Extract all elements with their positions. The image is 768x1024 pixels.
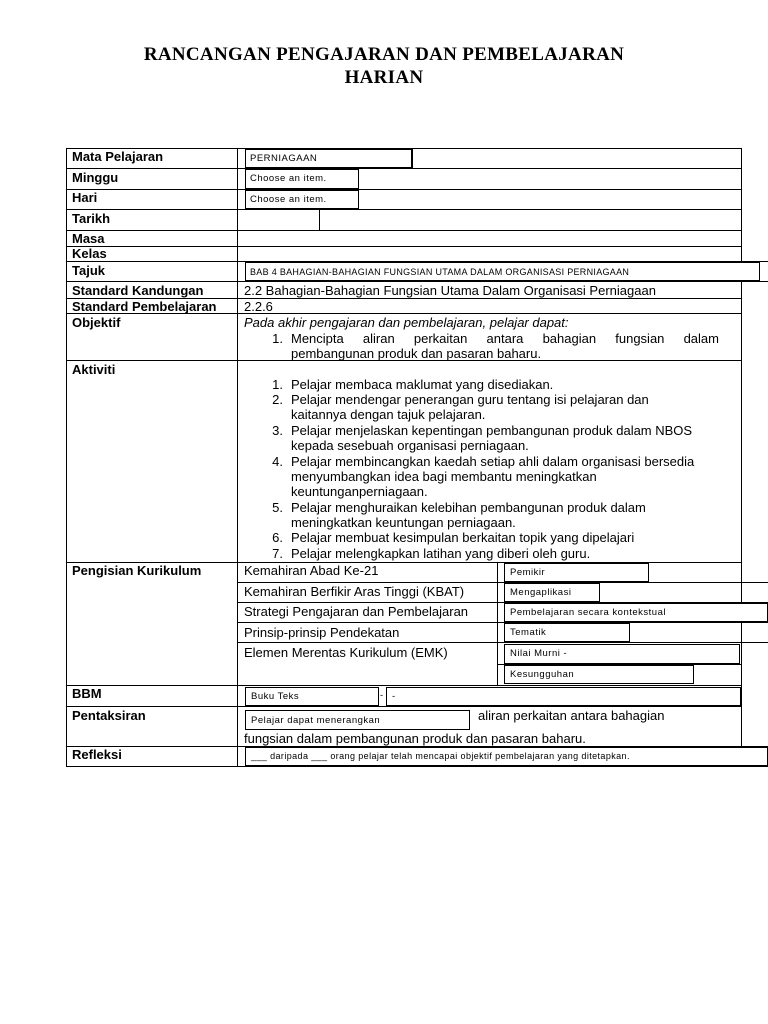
kemahiran-abad-value: Pemikir [510,567,546,578]
aktiviti-line: meningkatkan keuntungan perniagaan. [291,515,516,530]
emk-value: Nilai Murni - [510,648,568,659]
mata-pelajaran-value: PERNIAGAAN [250,153,318,164]
aktiviti-number: 4. [272,454,283,469]
bbm-item-1: Buku Teks [251,691,300,702]
prinsip-dropdown[interactable] [504,623,630,642]
page-title-line-1: RANCANGAN PENGAJARAN DAN PEMBELAJARAN [143,44,625,65]
label-pentaksiran: Pentaksiran [72,708,146,723]
aktiviti-line: kepada sesebuah organisasi perniagaan. [291,438,529,453]
hari-value: Choose an item. [250,194,327,205]
bbm-dropdown-1[interactable] [245,687,379,706]
strategi-dropdown[interactable] [504,603,768,622]
kbat-value: Mengaplikasi [510,587,572,598]
pengisian-label: Kemahiran Abad Ke-21 [244,563,379,578]
bbm-item-2: - [392,691,396,702]
minggu-value: Choose an item. [250,173,327,184]
strategi-value: Pembelajaran secara kontekstual [510,607,666,618]
aktiviti-line: Pelajar membincangkan kaedah setiap ahli dalam organisasi bersedia [291,454,695,469]
aktiviti-line: Pelajar membuat kesimpulan berkaitan topik yang dipelajari [291,530,635,545]
aktiviti-line: Pelajar membaca maklumat yang disediakan. [291,377,554,392]
pengisian-label: Strategi Pengajaran dan Pembelajaran [244,604,469,619]
aktiviti-number: 2. [272,392,283,407]
label-objektif: Objektif [72,315,121,330]
minggu-dropdown[interactable] [245,169,359,189]
label-kelas: Kelas [72,246,107,261]
pentaksiran-line-1: aliran perkaitan antara bahagian [478,708,665,723]
label-tarikh: Tarikh [72,211,111,226]
hari-dropdown[interactable] [245,190,359,209]
standard-kandungan-value: 2.2 Bahagian-Bahagian Fungsian Utama Dalam Organisasi Perniagaan [244,283,656,298]
label-bbm: BBM [72,686,102,701]
objektif-intro: Pada akhir pengajaran dan pembelajaran, pelajar dapat: [244,315,569,330]
bbm-dropdown-2[interactable] [386,687,741,706]
objektif-item-line-2: pembangunan produk dan pasaran baharu. [291,346,542,361]
objektif-item-line-1: Mencipta aliran perkaitan antara bahagian fungsian dalam [291,331,719,346]
emk-dropdown[interactable] [504,644,740,664]
label-standard-pembelajaran: Standard Pembelajaran [72,299,217,314]
label-mata-pelajaran: Mata Pelajaran [72,149,164,164]
aktiviti-number: 1. [272,377,283,392]
label-standard-kandungan: Standard Kandungan [72,283,204,298]
label-tajuk: Tajuk [72,263,105,278]
refleksi-field[interactable] [245,747,768,766]
aktiviti-line: Pelajar menghuraikan kelebihan pembangunan produk dalam [291,500,646,515]
aktiviti-line: Pelajar menjelaskan kepentingan pembangunan produk dalam NBOS [291,423,693,438]
refleksi-value: ___ daripada ___ orang pelajar telah mencapai objektif pembelajaran yang ditetapkan. [251,751,630,761]
mata-pelajaran-field[interactable] [245,149,412,168]
label-masa: Masa [72,231,105,246]
aktiviti-number: 7. [272,546,283,561]
label-pengisian-kurikulum: Pengisian Kurikulum [72,563,202,578]
aktiviti-line: Pelajar mendengar penerangan guru tentang isi pelajaran dan [291,392,649,407]
standard-pembelajaran-value: 2.2.6 [244,299,273,314]
aktiviti-line: Pelajar melengkapkan latihan yang diberi oleh guru. [291,546,591,561]
objektif-item-number: 1. [272,331,283,346]
label-hari: Hari [72,190,98,205]
aktiviti-number: 5. [272,500,283,515]
pentaksiran-line-2: fungsian dalam pembangunan produk dan pasaran baharu. [244,731,586,746]
nilai-value: Kesungguhan [510,669,575,680]
tajuk-value: BAB 4 BAHAGIAN-BAHAGIAN FUNGSIAN UTAMA DALAM ORGANISASI PERNIAGAAN [250,267,630,277]
pentaksiran-dropdown[interactable] [245,710,470,730]
tajuk-field[interactable] [245,262,760,281]
aktiviti-line: menyumbangkan idea bagi membantu meningkatkan [291,469,597,484]
kbat-dropdown[interactable] [504,583,600,602]
pengisian-label: Elemen Merentas Kurikulum (EMK) [244,645,448,660]
label-refleksi: Refleksi [72,747,122,762]
pengisian-label: Kemahiran Berfikir Aras Tinggi (KBAT) [244,584,465,599]
label-minggu: Minggu [72,170,119,185]
prinsip-value: Tematik [510,627,547,638]
aktiviti-number: 6. [272,530,283,545]
kemahiran-abad-dropdown[interactable] [504,563,649,582]
bbm-separator: - [380,690,384,701]
pentaksiran-box-value: Pelajar dapat menerangkan [251,715,381,726]
nilai-dropdown[interactable] [504,665,694,684]
aktiviti-line: kaitannya dengan tajuk pelajaran. [291,407,486,422]
pengisian-label: Prinsip-prinsip Pendekatan [244,625,400,640]
aktiviti-number: 3. [272,423,283,438]
label-aktiviti: Aktiviti [72,362,116,377]
aktiviti-line: keuntunganperniagaan. [291,484,428,499]
page-title-line-2: HARIAN [344,67,424,88]
